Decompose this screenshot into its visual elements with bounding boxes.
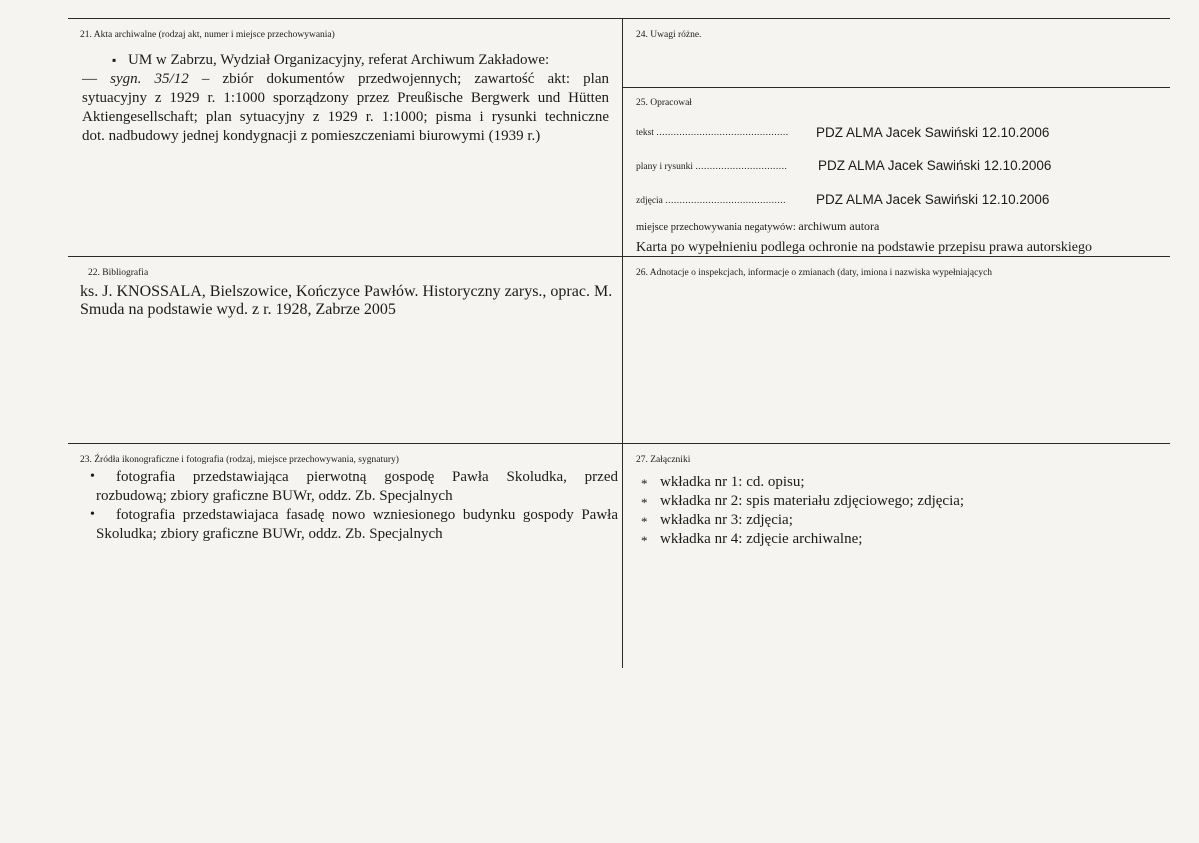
section-21-line-3: sytuacyjny z 1929 r. 1:1000 sporządzony przez Preußische Bergwerk und Hütten — [82, 90, 609, 106]
section-23-title: 23. Źródła ikonograficzne i fotografia (rodzaj, miejsce przechowywania, sygnatury) — [80, 455, 399, 465]
section-23-item-2-line-2: Skoludka; zbiory graficzne BUWr, oddz. Zb. Specjalnych — [96, 526, 443, 542]
tekst-label: tekst .............................................. — [636, 128, 789, 138]
square-bullet: ▪ — [112, 53, 117, 67]
star-bullet: * — [641, 476, 648, 491]
top-border — [68, 18, 1170, 19]
attachment-item-4: wkładka nr 4: zdjęcie archiwalne; — [660, 531, 863, 547]
section-25-title: 25. Opracował — [636, 98, 692, 108]
divider-row-2 — [68, 256, 1170, 257]
copyright-note: Karta po wypełnieniu podlega ochronie na podstawie przepisu prawa autorskiego — [636, 240, 1093, 255]
star-bullet: * — [641, 495, 648, 510]
attachment-item-2: wkładka nr 2: spis materiału zdjęciowego; zdjęcia; — [660, 493, 965, 509]
zdjecia-value: PDZ ALMA Jacek Sawiński 12.10.2006 — [816, 192, 1050, 207]
star-bullet: * — [641, 533, 648, 548]
section-22-line-2: Smuda na podstawie wyd. z r. 1928, Zabrze 2005 — [80, 301, 396, 318]
section-23-item-2-line-1: fotografia przedstawiajaca fasadę nowo wzniesionego budynku gospody Pawła — [116, 507, 618, 523]
negatywy-value: archiwum autora — [798, 219, 880, 233]
divider-row-3 — [68, 443, 1170, 444]
attachment-item-3: wkładka nr 3: zdjęcia; — [660, 512, 793, 528]
section-26-title: 26. Adnotacje o inspekcjach, informacje o zmianach (daty, imiona i nazwiska wypełniających — [636, 268, 993, 278]
section-27-title: 27. Załączniki — [636, 455, 691, 465]
round-bullet: • — [90, 507, 95, 522]
section-21-line-2-rest: – zbiór dokumentów przedwojennych; zawartość akt: plan — [201, 71, 609, 87]
section-22-line-1: ks. J. KNOSSALA, Bielszowice, Kończyce Pawłów. Historyczny zarys., oprac. M. — [80, 283, 613, 300]
divider-24-25 — [623, 87, 1170, 88]
round-bullet: • — [90, 469, 95, 484]
dash: — — [82, 71, 97, 87]
section-23-item-1-line-2: rozbudową; zbiory graficzne BUWr, oddz. Zb. Specjalnych — [96, 488, 453, 504]
section-21-line-1: UM w Zabrzu, Wydział Organizacyjny, referat Archiwum Zakładowe: — [128, 52, 550, 68]
signature-number: sygn. 35/12 — [110, 71, 189, 87]
attachment-item-1: wkładka nr 1: cd. opisu; — [660, 474, 805, 490]
section-22-title: 22. Bibliografia — [88, 268, 149, 278]
column-divider — [622, 18, 623, 668]
section-21-line-5: dot. nadbudowy jednej kondygnacji z pomieszczeniami biurowymi (1939 r.) — [82, 128, 541, 144]
tekst-value: PDZ ALMA Jacek Sawiński 12.10.2006 — [816, 125, 1050, 140]
section-24-title: 24. Uwagi różne. — [636, 30, 702, 40]
section-23-item-1-line-1: fotografia przedstawiająca pierwotną gospodę Pawła Skoludka, przed — [116, 469, 618, 485]
negatywy-line — [636, 219, 879, 234]
plany-label: plany i rysunki ................................ — [636, 162, 788, 172]
zdjecia-label: zdjęcia .......................................... — [636, 196, 787, 206]
section-21-line-4: Aktiengesellschaft; plan sytuacyjny z 1929 r. 1:1000; pisma i rysunki techniczne — [82, 109, 609, 125]
section-21-line-2 — [82, 70, 609, 89]
star-bullet: * — [641, 514, 648, 529]
section-21-title: 21. Akta archiwalne (rodzaj akt, numer i miejsce przechowywania) — [80, 30, 335, 40]
plany-value: PDZ ALMA Jacek Sawiński 12.10.2006 — [818, 158, 1052, 173]
negatywy-label: miejsce przechowywania negatywów: — [636, 222, 796, 233]
